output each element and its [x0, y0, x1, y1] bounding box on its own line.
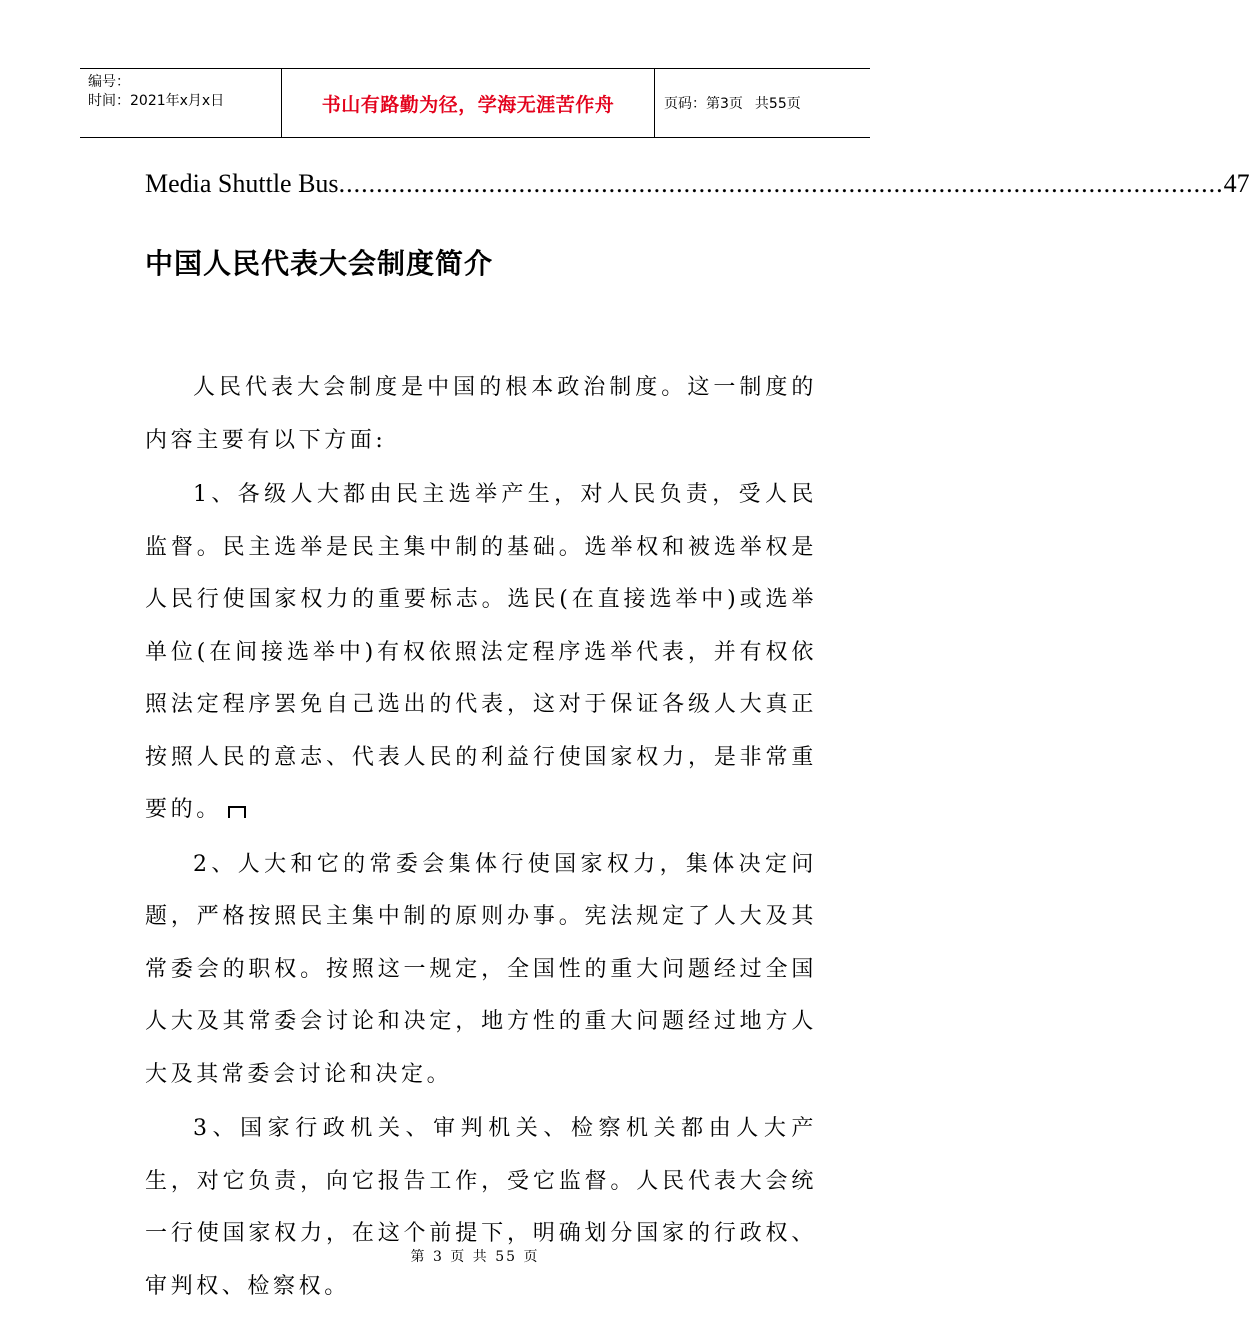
paragraph-point-2 — [145, 839, 817, 1102]
document-header — [80, 68, 870, 138]
document-time-label: 时间：2021年x月x日 — [88, 93, 225, 109]
toc-entry[interactable] — [145, 166, 1250, 202]
paragraph-point-3-text: 3、国家行政机关、审判机关、检察机关都由人大产生，对它负责，向它报告工作，受它监督。人民代表大会统一行使国家权力，在这个前提下，明确划分国家的行政权、审判权、检察权。 — [145, 1116, 817, 1299]
header-page-cell — [655, 69, 870, 137]
body-text — [145, 362, 817, 1313]
toc-entry-title: Media Shuttle Bus — [145, 169, 339, 198]
section-title: 中国人民代表大会制度简介 — [145, 247, 494, 280]
paragraph-point-3 — [145, 1103, 817, 1313]
page-footer: 第 3 页 共 55 页 — [410, 1249, 540, 1265]
header-total-info: 共55页 — [754, 96, 801, 112]
toc-page-number: 47 — [1223, 169, 1250, 198]
toc-leader-dots: ...................................................................................................................... — [338, 169, 1224, 198]
paragraph-point-2-text: 2、人大和它的常委会集体行使国家权力，集体决定问题，严格按照民主集中制的原则办事。宪法规定了人大及其常委会的职权。按照这一规定，全国性的重大问题经过全国人大及其常委会讨论和决定，地方性的重大问题经过地方人大及其常委会讨论和决定。 — [145, 851, 817, 1087]
header-page-info: 页码：第3页 — [664, 96, 743, 112]
document-number-label: 编号： — [88, 74, 130, 90]
paragraph-point-1 — [145, 469, 817, 837]
edit-mark-icon — [228, 806, 246, 818]
header-motto: 书山有路勤为径，学海无涯苦作舟 — [282, 69, 655, 137]
paragraph-point-1-text: 1、各级人大都由民主选举产生，对人民负责，受人民监督。民主选举是民主集中制的基础。选举权和被选举权是人民行使国家权力的重要标志。选民(在直接选举中)或选举单位(在间接选举中)有权依照法定程序选举代表，并有权依照法定程序罢免自己选出的代表，这对于保证各级人大真正按照人民的意志、代表人民的利益行使国家权力，是非常重要的。 — [145, 482, 817, 822]
header-meta-cell — [80, 69, 282, 137]
paragraph-intro-text: 人民代表大会制度是中国的根本政治制度。这一制度的内容主要有以下方面: — [145, 375, 817, 453]
paragraph-intro — [145, 362, 817, 467]
